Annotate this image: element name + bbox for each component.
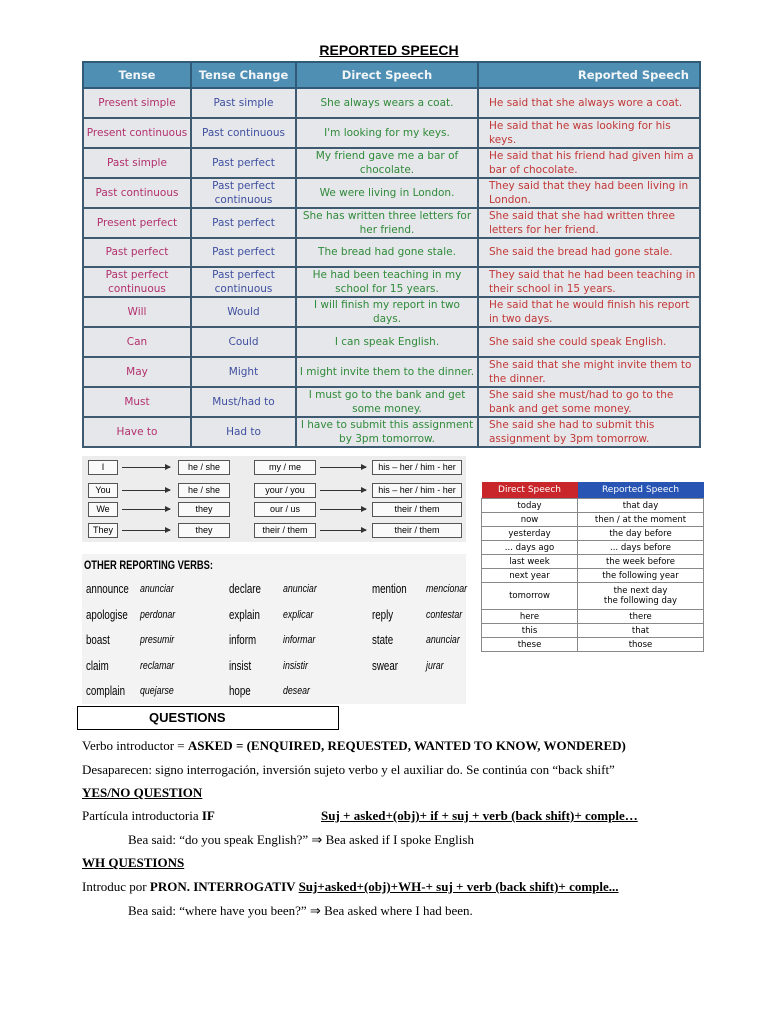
yes-no-example-direct: Bea said: “do you speak English?” — [128, 832, 312, 847]
tense-change-cell: Past simple — [191, 88, 296, 118]
tense-row — [83, 148, 700, 178]
other-reporting-verbs — [82, 554, 466, 704]
direct-speech-cell: My friend gave me a bar of chocolate. — [296, 148, 478, 178]
time-reported-cell: the next day the following day — [578, 583, 704, 610]
reporting-verb-translation: desear — [283, 685, 310, 697]
reported-speech-cell: She said the bread had gone stale. — [478, 238, 700, 268]
object-pronoun-reported: their / them — [372, 523, 462, 538]
arrow-icon — [320, 509, 366, 510]
tense-row — [83, 357, 700, 387]
direct-speech-cell: I can speak English. — [296, 327, 478, 357]
tense-cell: Present simple — [83, 88, 191, 118]
tense-row — [83, 238, 700, 268]
arrow-icon — [320, 467, 366, 468]
direct-speech-cell: I might invite them to the dinner. — [296, 357, 478, 387]
intro-verb-list: ASKED = (ENQUIRED, REQUESTED, WANTED TO KNOW, WONDERED) — [187, 738, 626, 753]
tense-cell: Past perfect continuous — [83, 267, 191, 297]
reporting-verb-translation: anunciar — [426, 634, 460, 646]
time-expressions-table — [481, 482, 704, 652]
time-row — [482, 527, 704, 541]
tense-cell: Have to — [83, 417, 191, 447]
object-pronoun-reported: their / them — [372, 502, 462, 517]
tense-row — [83, 118, 700, 148]
reporting-verb-translation: insistir — [283, 659, 308, 672]
time-direct-cell: tomorrow — [482, 583, 578, 610]
tense-cell: Past continuous — [83, 178, 191, 208]
time-row — [482, 610, 704, 624]
direct-speech-cell: The bread had gone stale. — [296, 238, 478, 268]
time-direct-cell: this — [482, 624, 578, 638]
wh-title: WH QUESTIONS — [82, 855, 185, 870]
tense-table-header — [83, 62, 700, 88]
time-direct-cell: now — [482, 513, 578, 527]
reported-speech-cell: She said she must/had to go to the bank and get some money. — [478, 387, 700, 417]
arrow-icon — [122, 530, 170, 531]
reporting-verb: declare — [229, 582, 261, 596]
disappear-rule-line: Desaparecen: signo interrogación, inversión sujeto verbo y el auxiliar do. Se continúa con “back shift” — [82, 762, 615, 777]
reporting-verb-translation: reclamar — [140, 659, 175, 672]
header-tense-change: Tense Change — [191, 62, 296, 88]
tense-change-cell: Must/had to — [191, 387, 296, 417]
direct-speech-cell: I have to submit this assignment by 3pm tomorrow. — [296, 417, 478, 447]
time-reported-cell: the following year — [578, 569, 704, 583]
time-row — [482, 555, 704, 569]
time-direct-cell: last week — [482, 555, 578, 569]
tense-row — [83, 417, 700, 447]
direct-speech-cell: I'm looking for my keys. — [296, 118, 478, 148]
reporting-verb-translation: contestar — [426, 608, 463, 621]
arrow-icon: ⇒ — [309, 903, 321, 918]
tense-row — [83, 297, 700, 327]
reporting-verb: hope — [229, 684, 251, 698]
time-reported-cell: ... days before — [578, 541, 704, 555]
time-header-direct: Direct Speech — [482, 482, 578, 499]
wh-intro-label: Introduc por — [82, 879, 150, 894]
tense-cell: May — [83, 357, 191, 387]
reported-speech-cell: She said that she had written three letters for her friend. — [478, 208, 700, 238]
time-direct-cell: here — [482, 610, 578, 624]
tense-change-cell: Could — [191, 327, 296, 357]
direct-speech-cell: He had been teaching in my school for 15 years. — [296, 267, 478, 297]
yes-no-title: YES/NO QUESTION — [82, 785, 203, 800]
reporting-verb: mention — [372, 582, 407, 596]
wh-example — [128, 903, 473, 919]
tense-table — [82, 61, 701, 448]
tense-change-cell: Would — [191, 297, 296, 327]
tense-change-cell: Past continuous — [191, 118, 296, 148]
reported-speech-cell: He said that he was looking for his keys. — [478, 118, 700, 148]
arrow-icon — [320, 490, 366, 491]
arrow-icon — [320, 530, 366, 531]
object-pronoun: my / me — [254, 460, 316, 475]
reporting-verb: swear — [372, 658, 399, 673]
tense-row — [83, 88, 700, 118]
wh-example-reported: Bea asked where I had been. — [320, 903, 473, 918]
introductory-verb-line — [82, 738, 626, 754]
reporting-verb-translation: mencionar — [426, 583, 468, 595]
reported-speech-cell: He said that his friend had given him a bar of chocolate. — [478, 148, 700, 178]
wh-intro-line — [82, 879, 619, 895]
time-reported-cell: that day — [578, 499, 704, 513]
tense-change-cell: Might — [191, 357, 296, 387]
tense-change-cell: Past perfect continuous — [191, 267, 296, 297]
direct-speech-cell: I will finish my report in two days. — [296, 297, 478, 327]
reporting-verb: insist — [229, 658, 252, 673]
object-pronoun: their / them — [254, 523, 316, 538]
header-tense: Tense — [83, 62, 191, 88]
tense-change-cell: Past perfect — [191, 148, 296, 178]
tense-cell: Present continuous — [83, 118, 191, 148]
wh-formula: Suj+asked+(obj)+WH-+ suj + verb (back shift)+ comple... — [298, 879, 619, 894]
time-reported-cell: then / at the moment — [578, 513, 704, 527]
questions-heading — [77, 706, 339, 730]
tense-cell: Will — [83, 297, 191, 327]
time-reported-cell: those — [578, 638, 704, 652]
tense-cell: Past perfect — [83, 238, 191, 268]
time-direct-cell: these — [482, 638, 578, 652]
reported-speech-cell: He said that she always wore a coat. — [478, 88, 700, 118]
yes-no-formula: Suj + asked+(obj)+ if + suj + verb (back shift)+ comple… — [321, 808, 638, 823]
subject-pronoun: You — [88, 483, 118, 498]
reporting-verb: explain — [229, 607, 260, 622]
arrow-icon — [122, 509, 170, 510]
yes-no-particle: IF — [201, 808, 215, 823]
pronoun-changes — [82, 456, 466, 542]
subject-pronoun: I — [88, 460, 118, 475]
tense-change-cell: Past perfect — [191, 208, 296, 238]
time-row — [482, 513, 704, 527]
tense-cell: Present perfect — [83, 208, 191, 238]
reporting-verb-translation: perdonar — [140, 608, 176, 621]
questions-title: QUESTIONS — [149, 710, 226, 725]
intro-verb-label: Verbo introductor = — [82, 738, 188, 753]
yes-no-particle-label: Partícula introductoria — [82, 808, 202, 823]
header-reported-speech: Reported Speech — [478, 62, 700, 88]
other-verbs-title: OTHER REPORTING VERBS: — [84, 558, 213, 572]
object-pronoun: our / us — [254, 502, 316, 517]
time-reported-cell: that — [578, 624, 704, 638]
tense-row — [83, 208, 700, 238]
time-reported-cell: there — [578, 610, 704, 624]
reporting-verb-translation: anunciar — [140, 583, 174, 595]
reporting-verb: apologise — [86, 607, 128, 622]
tense-cell: Must — [83, 387, 191, 417]
time-reported-cell: the week before — [578, 555, 704, 569]
tense-row — [83, 267, 700, 297]
reported-speech-cell: She said she could speak English. — [478, 327, 700, 357]
subject-pronoun: We — [88, 502, 118, 517]
reporting-verb: announce — [86, 582, 129, 596]
time-direct-cell: yesterday — [482, 527, 578, 541]
tense-change-cell: Past perfect — [191, 238, 296, 268]
reported-speech-cell: He said that he would finish his report in two days. — [478, 297, 700, 327]
time-row — [482, 583, 704, 610]
reporting-verb-translation: quejarse — [140, 685, 174, 697]
tense-change-cell: Past perfect continuous — [191, 178, 296, 208]
arrow-icon — [122, 467, 170, 468]
yes-no-example-reported: Bea asked if I spoke English — [322, 832, 474, 847]
time-row — [482, 541, 704, 555]
reported-speech-cell: She said that she might invite them to the dinner. — [478, 357, 700, 387]
tense-cell: Past simple — [83, 148, 191, 178]
subject-pronoun-reported: he / she — [178, 460, 230, 475]
tense-change-cell: Had to — [191, 417, 296, 447]
yes-no-example — [128, 832, 474, 848]
arrow-icon: ⇒ — [311, 832, 323, 847]
object-pronoun-reported: his – her / him - her — [372, 483, 462, 498]
object-pronoun: your / you — [254, 483, 316, 498]
time-row — [482, 499, 704, 513]
tense-row — [83, 387, 700, 417]
direct-speech-cell: I must go to the bank and get some money. — [296, 387, 478, 417]
time-direct-cell: ... days ago — [482, 541, 578, 555]
reporting-verb: complain — [86, 684, 126, 698]
time-row — [482, 569, 704, 583]
time-row — [482, 638, 704, 652]
subject-pronoun-reported: they — [178, 523, 230, 538]
reporting-verb: inform — [229, 633, 257, 647]
time-direct-cell: today — [482, 499, 578, 513]
time-row — [482, 624, 704, 638]
object-pronoun-reported: his – her / him - her — [372, 460, 462, 475]
time-header-reported: Reported Speech — [578, 482, 704, 499]
reporting-verb-translation: jurar — [426, 659, 444, 672]
tense-row — [83, 178, 700, 208]
direct-speech-cell: We were living in London. — [296, 178, 478, 208]
subject-pronoun: They — [88, 523, 118, 538]
reporting-verb: reply — [372, 607, 394, 622]
tense-cell: Can — [83, 327, 191, 357]
direct-speech-cell: She has written three letters for her friend. — [296, 208, 478, 238]
time-direct-cell: next year — [482, 569, 578, 583]
reporting-verb: claim — [86, 658, 109, 673]
reporting-verb-translation: anunciar — [283, 583, 317, 595]
reporting-verb: boast — [86, 633, 110, 647]
reported-speech-cell: They said that they had been living in London. — [478, 178, 700, 208]
header-direct-speech: Direct Speech — [296, 62, 478, 88]
direct-speech-cell: She always wears a coat. — [296, 88, 478, 118]
page-title: REPORTED SPEECH — [319, 42, 459, 58]
reporting-verb-translation: presumir — [140, 634, 175, 646]
wh-intro-pron: PRON. INTERROGATIV — [149, 879, 299, 894]
subject-pronoun-reported: he / she — [178, 483, 230, 498]
arrow-icon — [122, 490, 170, 491]
wh-example-direct: Bea said: “where have you been?” — [128, 903, 310, 918]
reporting-verb-translation: explicar — [283, 608, 314, 621]
time-reported-cell: the day before — [578, 527, 704, 541]
reported-speech-cell: They said that he had been teaching in their school in 15 years. — [478, 267, 700, 297]
subject-pronoun-reported: they — [178, 502, 230, 517]
yes-no-particle-line — [82, 808, 215, 824]
reported-speech-cell: She said she had to submit this assignment by 3pm tomorrow. — [478, 417, 700, 447]
reporting-verb-translation: informar — [283, 634, 316, 646]
tense-row — [83, 327, 700, 357]
reporting-verb: state — [372, 633, 394, 647]
